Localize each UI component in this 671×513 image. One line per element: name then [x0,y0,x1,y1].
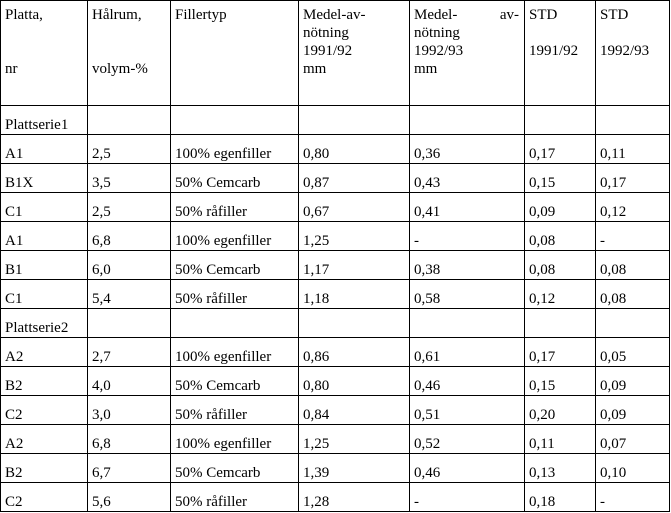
cell-std9192: 0,15 [525,164,596,193]
header-avnotning-9293 [410,1,525,106]
empty-cell [88,309,171,338]
header-avn9293-line2: nötning [414,25,460,41]
cell-avn9293: 0,43 [410,164,525,193]
series-label: Plattserie1 [1,106,88,135]
cell-filler: 100% egenfiller [171,222,299,251]
cell-avn9293: 0,41 [410,193,525,222]
header-halrum-line1: Hålrum, [92,7,142,23]
cell-std9192: 0,20 [525,396,596,425]
empty-cell [525,309,596,338]
header-avn9192-line3: 1991/92 [303,43,353,59]
cell-avn9293: 0,36 [410,135,525,164]
table-row [1,454,670,483]
cell-platta: B2 [1,367,88,396]
cell-halrum: 6,8 [88,425,171,454]
table-row [1,396,670,425]
cell-filler: 50% Cemcarb [171,367,299,396]
cell-avn9293: 0,52 [410,425,525,454]
cell-platta: A1 [1,135,88,164]
cell-std9192: 0,11 [525,425,596,454]
cell-avn9293: 0,46 [410,367,525,396]
empty-cell [596,309,670,338]
cell-std9293: 0,12 [596,193,670,222]
table-row [1,135,670,164]
cell-halrum: 6,7 [88,454,171,483]
cell-halrum: 3,0 [88,396,171,425]
table-row [1,483,670,512]
header-avn9293-line1a: Medel- [414,7,458,23]
cell-platta: C2 [1,483,88,512]
empty-cell [410,106,525,135]
cell-std9293: - [596,483,670,512]
cell-platta: A2 [1,338,88,367]
table-row [1,193,670,222]
cell-platta: A1 [1,222,88,251]
cell-std9293: 0,05 [596,338,670,367]
cell-filler: 50% Cemcarb [171,251,299,280]
cell-avn9293: - [410,483,525,512]
cell-std9192: 0,08 [525,222,596,251]
cell-halrum: 5,6 [88,483,171,512]
cell-avn9192: 0,67 [299,193,410,222]
cell-std9192: 0,09 [525,193,596,222]
cell-std9293: 0,09 [596,367,670,396]
header-avn9293-line4: mm [414,61,438,77]
header-std9293-line1: STD [600,7,629,23]
header-platta [1,1,88,106]
cell-halrum: 3,5 [88,164,171,193]
header-std-9192 [525,1,596,106]
header-avn9293-line1b: av- [499,7,519,23]
cell-halrum: 6,8 [88,222,171,251]
cell-platta: A2 [1,425,88,454]
cell-platta: C2 [1,396,88,425]
table-row [1,222,670,251]
header-avn9293-line3: 1992/93 [414,43,464,59]
cell-std9192: 0,18 [525,483,596,512]
header-std-9293 [596,1,670,106]
cell-platta: C1 [1,280,88,309]
cell-avn9192: 1,17 [299,251,410,280]
cell-filler: 50% råfiller [171,280,299,309]
cell-avn9192: 1,25 [299,425,410,454]
empty-cell [410,309,525,338]
header-halrum-line4: volym-% [92,61,148,77]
table-row [1,425,670,454]
cell-halrum: 4,0 [88,367,171,396]
table-row [1,251,670,280]
header-std9293-line3: 1992/93 [600,43,650,59]
header-std9192-line3: 1991/92 [529,43,579,59]
cell-std9192: 0,12 [525,280,596,309]
empty-cell [596,106,670,135]
header-avn9192-line2: nötning [303,25,349,41]
cell-std9293: 0,10 [596,454,670,483]
cell-avn9192: 0,87 [299,164,410,193]
cell-std9192: 0,17 [525,338,596,367]
cell-halrum: 5,4 [88,280,171,309]
cell-avn9293: 0,46 [410,454,525,483]
header-halrum [88,1,171,106]
header-avnotning-9192 [299,1,410,106]
cell-avn9293: 0,61 [410,338,525,367]
cell-avn9192: 0,84 [299,396,410,425]
cell-avn9192: 0,80 [299,135,410,164]
cell-halrum: 2,7 [88,338,171,367]
table-row [1,164,670,193]
cell-std9293: 0,17 [596,164,670,193]
cell-avn9192: 1,18 [299,280,410,309]
empty-cell [171,106,299,135]
cell-halrum: 2,5 [88,193,171,222]
series-label-row [1,106,670,135]
header-avn9192-line4: mm [303,61,327,77]
empty-cell [525,106,596,135]
cell-avn9192: 0,86 [299,338,410,367]
table-row [1,280,670,309]
header-platta-line1: Platta, [5,7,43,23]
table-row [1,338,670,367]
empty-cell [299,106,410,135]
table-row [1,367,670,396]
cell-filler: 100% egenfiller [171,338,299,367]
cell-filler: 50% Cemcarb [171,454,299,483]
cell-std9192: 0,15 [525,367,596,396]
cell-filler: 50% råfiller [171,396,299,425]
cell-filler: 50% Cemcarb [171,164,299,193]
cell-std9293: 0,09 [596,396,670,425]
header-platta-line4: nr [5,61,18,77]
header-std9192-line1: STD [529,7,558,23]
cell-avn9192: 0,80 [299,367,410,396]
series-label-row [1,309,670,338]
cell-platta: B1 [1,251,88,280]
empty-cell [88,106,171,135]
cell-filler: 100% egenfiller [171,425,299,454]
cell-halrum: 2,5 [88,135,171,164]
series-label: Plattserie2 [1,309,88,338]
empty-cell [299,309,410,338]
header-avn9293-line1 [414,6,524,24]
cell-platta: B1X [1,164,88,193]
cell-platta: B2 [1,454,88,483]
cell-std9192: 0,17 [525,135,596,164]
cell-std9192: 0,08 [525,251,596,280]
cell-std9293: - [596,222,670,251]
cell-filler: 50% råfiller [171,483,299,512]
cell-std9293: 0,11 [596,135,670,164]
cell-std9293: 0,07 [596,425,670,454]
header-avn9192-line1: Medel-av- [303,7,366,23]
cell-avn9192: 1,25 [299,222,410,251]
header-fillertyp [171,1,299,106]
header-fillertyp-line1: Fillertyp [175,7,227,23]
cell-halrum: 6,0 [88,251,171,280]
cell-std9192: 0,13 [525,454,596,483]
cell-std9293: 0,08 [596,251,670,280]
cell-avn9192: 1,39 [299,454,410,483]
cell-std9293: 0,08 [596,280,670,309]
cell-avn9293: 0,58 [410,280,525,309]
cell-platta: C1 [1,193,88,222]
cell-avn9293: 0,38 [410,251,525,280]
cell-filler: 100% egenfiller [171,135,299,164]
header-row [1,1,670,106]
cell-filler: 50% råfiller [171,193,299,222]
empty-cell [171,309,299,338]
cell-avn9293: 0,51 [410,396,525,425]
cell-avn9293: - [410,222,525,251]
cell-avn9192: 1,28 [299,483,410,512]
